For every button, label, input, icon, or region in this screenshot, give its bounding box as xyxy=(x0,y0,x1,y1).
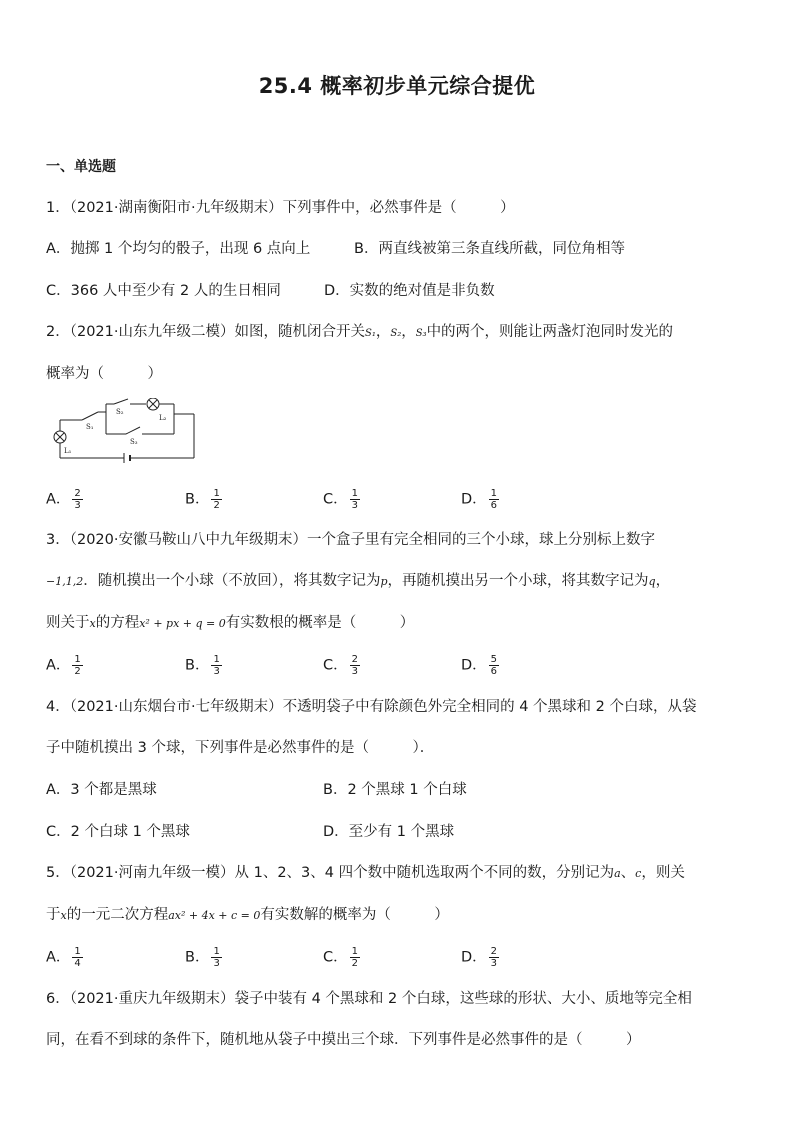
question-5-option-d: D． $\frac{2}{3}$ xyxy=(461,946,498,969)
switch-s2-label: S₂ xyxy=(390,328,402,339)
question-2-option-b: B． $\frac{1}{2}$ xyxy=(185,488,220,511)
question-5-stem-line2: 于x的一元二次方程ax² + 4x + c = 0有实数解的概率为（ ） xyxy=(46,907,449,923)
number-list: −1,1,2 xyxy=(46,575,84,588)
question-3-option-a: A． $\frac{1}{2}$ xyxy=(46,654,81,677)
question-1-stem: 1．（2021·湖南衡阳市·九年级期末）下列事件中，必然事件是（ ） xyxy=(46,200,515,216)
question-6-stem: 6．（2021·重庆九年级期末）袋子中装有 4 个黑球和 2 个白球，这些球的形状、大小、质地等完全相 xyxy=(46,991,692,1007)
question-6-stem-line2: 同，在看不到球的条件下，随机地从袋子中摸出三个球．下列事件是必然事件的是（ ） xyxy=(46,1032,641,1048)
equation: ax² + 4x + c = 0 xyxy=(168,909,261,922)
section-heading: 一、单选题 xyxy=(46,159,116,175)
separator: ， xyxy=(375,324,391,340)
page-title: 25.4 概率初步单元综合提优 xyxy=(258,74,536,98)
switch-s3-blade xyxy=(126,427,140,434)
question-3-option-b: B． $\frac{1}{3}$ xyxy=(185,654,220,677)
question-4-option-c: C．2 个白球 1 个黑球 xyxy=(46,824,190,840)
switch-s2-blade xyxy=(114,399,128,404)
question-3-option-d: D． $\frac{5}{6}$ xyxy=(461,654,498,677)
question-1-option-a: A．抛掷 1 个均匀的骰子，出现 6 点向上 xyxy=(46,241,311,257)
circuit-label-s3: S₃ xyxy=(130,438,138,446)
switch-s3-label: S₃ xyxy=(415,328,427,339)
question-2-option-d: D． $\frac{1}{6}$ xyxy=(461,488,498,511)
circuit-diagram xyxy=(46,398,196,468)
circuit-label-l1: L₁ xyxy=(64,447,72,455)
variable-x: x xyxy=(89,617,96,630)
separator: ， xyxy=(401,324,416,340)
question-5-option-c: C． $\frac{1}{2}$ xyxy=(323,946,358,969)
question-5-option-b: B． $\frac{1}{3}$ xyxy=(185,946,220,969)
variable-a: a xyxy=(614,867,621,880)
question-2-option-a: A． $\frac{2}{3}$ xyxy=(46,488,81,511)
question-3-stem-line2: −1,1,2．随机摸出一个小球（不放回），将其数字记为p，再随机摸出另一个小球，将其数字记为q， xyxy=(46,573,671,589)
circuit-label-s1: S₁ xyxy=(86,423,94,431)
variable-p: p xyxy=(380,575,388,588)
question-1-option-d: D．实数的绝对值是非负数 xyxy=(324,283,495,299)
variable-x: x xyxy=(60,909,67,922)
circuit-label-l2: L₂ xyxy=(159,414,167,422)
question-2-stem-line2: 概率为（ ） xyxy=(46,366,162,382)
question-1-option-c: C．366 人中至少有 2 人的生日相同 xyxy=(46,283,281,299)
switch-s1-label: S₁ xyxy=(364,328,376,339)
question-4-option-a: A．3 个都是黑球 xyxy=(46,782,157,798)
question-4-stem: 4．（2021·山东烟台市·七年级期末）不透明袋子中有除颜色外完全相同的 4 个黑球和 2 个白球，从袋 xyxy=(46,699,697,715)
question-3-stem-line3: 则关于x的方程x² + px + q = 0有实数根的概率是（ ） xyxy=(46,615,415,631)
variable-q: q xyxy=(648,575,656,588)
question-4-option-b: B．2 个黑球 1 个白球 xyxy=(323,782,467,798)
question-4-option-d: D．至少有 1 个黑球 xyxy=(323,824,455,840)
question-3-option-c: C． $\frac{2}{3}$ xyxy=(323,654,358,677)
circuit-label-s2: S₂ xyxy=(116,408,124,416)
switch-s1-blade xyxy=(82,412,98,420)
equation: x² + px + q = 0 xyxy=(139,617,226,630)
question-2-stem-post: 中的两个，则能让两盏灯泡同时发光的 xyxy=(426,324,674,340)
question-5-stem: 5．（2021·河南九年级一模）从 1、2、3、4 四个数中随机选取两个不同的数，分别记为a、c，则关 xyxy=(46,865,685,881)
question-2-option-c: C． $\frac{1}{3}$ xyxy=(323,488,358,511)
question-2-stem xyxy=(46,322,673,344)
question-3-stem: 3．（2020·安徽马鞍山八中九年级期末）一个盒子里有完全相同的三个小球，球上分别标上数字 xyxy=(46,532,655,548)
question-2-stem-pre: 2．（2021·山东九年级二模）如图，随机闭合开关 xyxy=(46,324,365,340)
question-5-option-a: A． $\frac{1}{4}$ xyxy=(46,946,81,969)
question-1-option-b: B．两直线被第三条直线所截，同位角相等 xyxy=(354,241,625,257)
variable-c: c xyxy=(635,867,642,880)
question-4-stem-line2: 子中随机摸出 3 个球，下列事件是必然事件的是（ ）． xyxy=(46,740,435,756)
